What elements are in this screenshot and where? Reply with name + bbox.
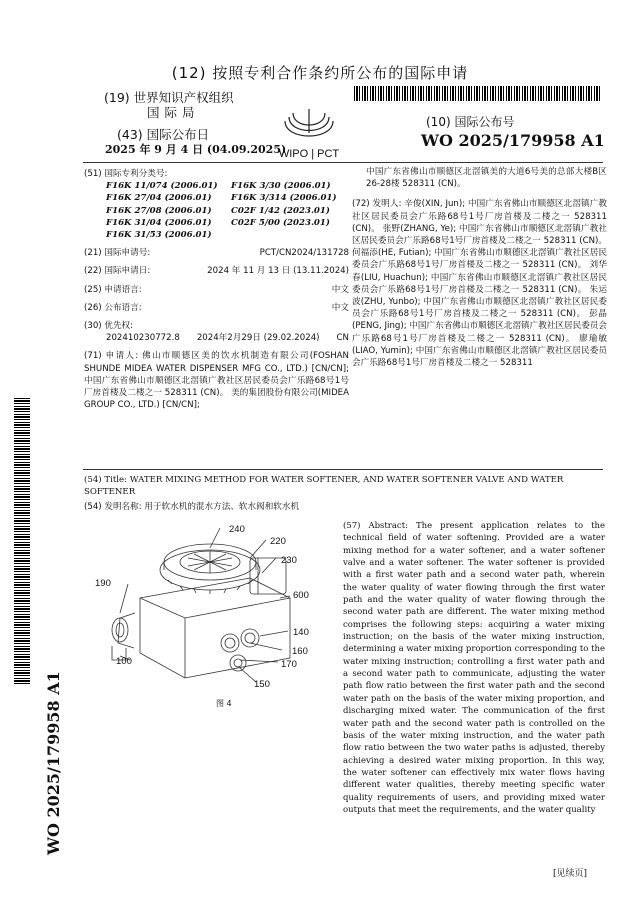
pub-no-label: (10) 国际公布号: [426, 115, 515, 129]
priority-number: 202410230772.8: [106, 333, 180, 344]
figure-ref-label: 190: [95, 578, 111, 589]
wipo-logo: [268, 103, 350, 161]
figure-ref-label: 230: [281, 555, 297, 566]
figure-ref-label: 220: [270, 536, 286, 547]
ipc-row: [106, 217, 349, 229]
ipc-code: F16K 3/314 (2006.01): [231, 193, 337, 204]
side-pub-number: WO 2025/179958 A1: [44, 671, 63, 855]
field-22: [84, 265, 349, 277]
ipc-code: F16K 11/074 (2006.01): [106, 181, 218, 192]
field-25: [84, 284, 349, 296]
figure-ref-label: 140: [293, 627, 309, 638]
f26-value: 中文: [331, 302, 349, 313]
ipc-code: C02F 5/00 (2023.01): [231, 217, 330, 228]
ipc-code: F16K 31/53 (2006.01): [106, 230, 212, 241]
ipc-code: F16K 27/04 (2006.01): [106, 193, 212, 204]
f21-label: (21) 国际申请号:: [84, 248, 151, 259]
field-30-label: (30) 优先权:: [84, 321, 134, 332]
pub-date-label: (43) 国际公布日: [117, 127, 210, 142]
priority-date: 2024年2月29日 (29.02.2024): [196, 333, 320, 344]
title-en: (54) Title: WATER MIXING METHOD FOR WATER SOFTENER, AND WATER SOFTENER VALVE AND WATER SOFTENER: [84, 475, 564, 498]
header-rule: [83, 162, 603, 163]
title-cn: (54) 发明名称: 用于软水机的混水方法、软水阀和软水机: [84, 502, 300, 512]
ipc-list: [84, 180, 349, 241]
field-26: [84, 302, 349, 314]
ipc-row: [106, 192, 349, 204]
org-name: (19) 世界知识产权组织: [104, 90, 234, 105]
page-header-title: (12) 按照专利合作条约所公布的国际申请: [171, 64, 469, 82]
figure-caption: 图 4: [216, 699, 232, 708]
figure-ref-label: 150: [254, 679, 270, 690]
ipc-code: F16K 27/08 (2006.01): [106, 205, 212, 216]
ipc-code: F16K 31/04 (2006.01): [106, 217, 212, 228]
ipc-label: (51) 国际专利分类号:: [84, 169, 168, 179]
f21-value: PCT/CN2024/131728: [259, 248, 349, 259]
side-barcode: [14, 398, 30, 684]
continued-notice: [见续页]: [553, 869, 588, 879]
ipc-row: [106, 205, 349, 217]
figure-ref-label: 100: [116, 656, 132, 667]
priority-country: CN: [336, 333, 349, 344]
abstract: (57) Abstract: The present application relates to the technical field of water softening. Provided are a water mixing method for a water softener, and a water softener valve and a water softener. The water softener is provided with a first water path and a second water path, wherein the water quality of water flowing through the first water path and the water quality of water flowing through the second water path are different. The water mixing method comprises the following steps: acquiring a water mixing instruction; on the basis of the water mixing instruction, determining a water mixing proportion corresponding to the water mixing instruction; controlling a first water path and a second water path to communicate, adjusting the water path flow ratio between the first water path and the second water path on the basis of the water mixing proportion, and discharging mixed water. The communication of the first water path and the second water path is controlled on the basis of the water mixing instruction, and the water path flow ratio between the two water paths is adjusted, thereby achieving a desired water mixing proportion. In this way, the water softener can effectively mix water flows having different water qualities, thereby meeting specific water quality requirements of users, and providing mixed water outputs that meet the requirements, and the water quality: [343, 521, 605, 815]
bib-right-column: [352, 166, 607, 369]
ipc-code: F16K 3/30 (2006.01): [231, 181, 331, 192]
top-barcode: [354, 86, 602, 101]
f22-value: 2024 年 11 月 13 日 (13.11.2024): [207, 266, 349, 277]
title-rule: [83, 469, 603, 470]
field-30: [84, 332, 349, 344]
bib-left-column: [84, 168, 349, 411]
pub-number: WO 2025/179958 A1: [421, 131, 605, 150]
ipc-row: [106, 229, 349, 241]
figure-4-drawing: [90, 518, 340, 698]
f26-label: (26) 公布语言:: [84, 302, 142, 313]
ipc-row: [106, 180, 349, 192]
figure-ref-label: 240: [229, 524, 245, 535]
field-71-applicant: (71) 申请人: 佛山市顺德区美的饮水机制造有限公司(FOSHAN SHUNDE MIDEA WATER DISPENSER MFG CO., LTD.) [CN/CN]; 中国广东省佛山市顺德区北滘镇广教社区居民委员会广乐路68号1号厂房首楼及二楼之一 528311 (CN)。 美的集团股份有限公司(MIDEA GROUP CO., LTD.) [CN/CN];: [84, 351, 349, 411]
f22-label: (22) 国际申请日:: [84, 266, 151, 277]
f25-value: 中文: [331, 284, 349, 295]
figure-ref-label: 160: [292, 646, 308, 657]
wipo-text: WIPO | PCT: [278, 148, 340, 160]
f25-label: (25) 申请语言:: [84, 284, 142, 295]
field-21: [84, 247, 349, 259]
ipc-code: [231, 229, 349, 241]
figure-ref-label: 170: [281, 659, 297, 670]
pub-date: 2025 年 9 月 4 日 (04.09.2025): [105, 143, 287, 156]
figure-ref-label: 600: [293, 590, 309, 601]
field-72-inventors: (72) 发明人: 辛俊(XIN, Jun); 中国广东省佛山市顺德区北滘镇广教社区居民委员会广乐路68号1号厂房首楼及二楼之一 528311 (CN)。 张野(ZHANG, Ye); 中国广东省佛山市顺德区北滘镇广教社区居民委员会广乐路68号1号厂房首楼及二楼之一 528311 (CN)。 何福添(HE, Futian); 中国广东省佛山市顺德区北滘镇广教社区居民委员会广乐路68号1号厂房首楼及二楼之一 528311 (CN)。 刘华春(LIU, Huachun); 中国广东省佛山市顺德区北滘镇广教社区居民委员会广乐路68号1号厂房首楼及二楼之一 528311 (CN)。 朱运波(ZHU, Yunbo); 中国广东省佛山市顺德区北滘镇广教社区居民委员会广乐路68号1号厂房首楼及二楼之一 528311 (CN)。 彭晶(PENG, Jing); 中国广东省佛山市顺德区北滘镇广教社区居民委员会广乐路68号1号厂房首楼及二楼之一 528311 (CN)。 廖瑜敏(LIAO, Yumin); 中国广东省佛山市顺德区北滘镇广教社区居民委员会广乐路68号1号厂房首楼及二楼之一 528311: [352, 199, 607, 369]
field-71-continued: 中国广东省佛山市顺德区北滘镇美的大道6号美的总部大楼B区26-28楼 528311 (CN)。: [366, 167, 607, 190]
ipc-code: C02F 1/42 (2023.01): [231, 205, 330, 216]
org-bureau: 国际局: [147, 105, 200, 120]
